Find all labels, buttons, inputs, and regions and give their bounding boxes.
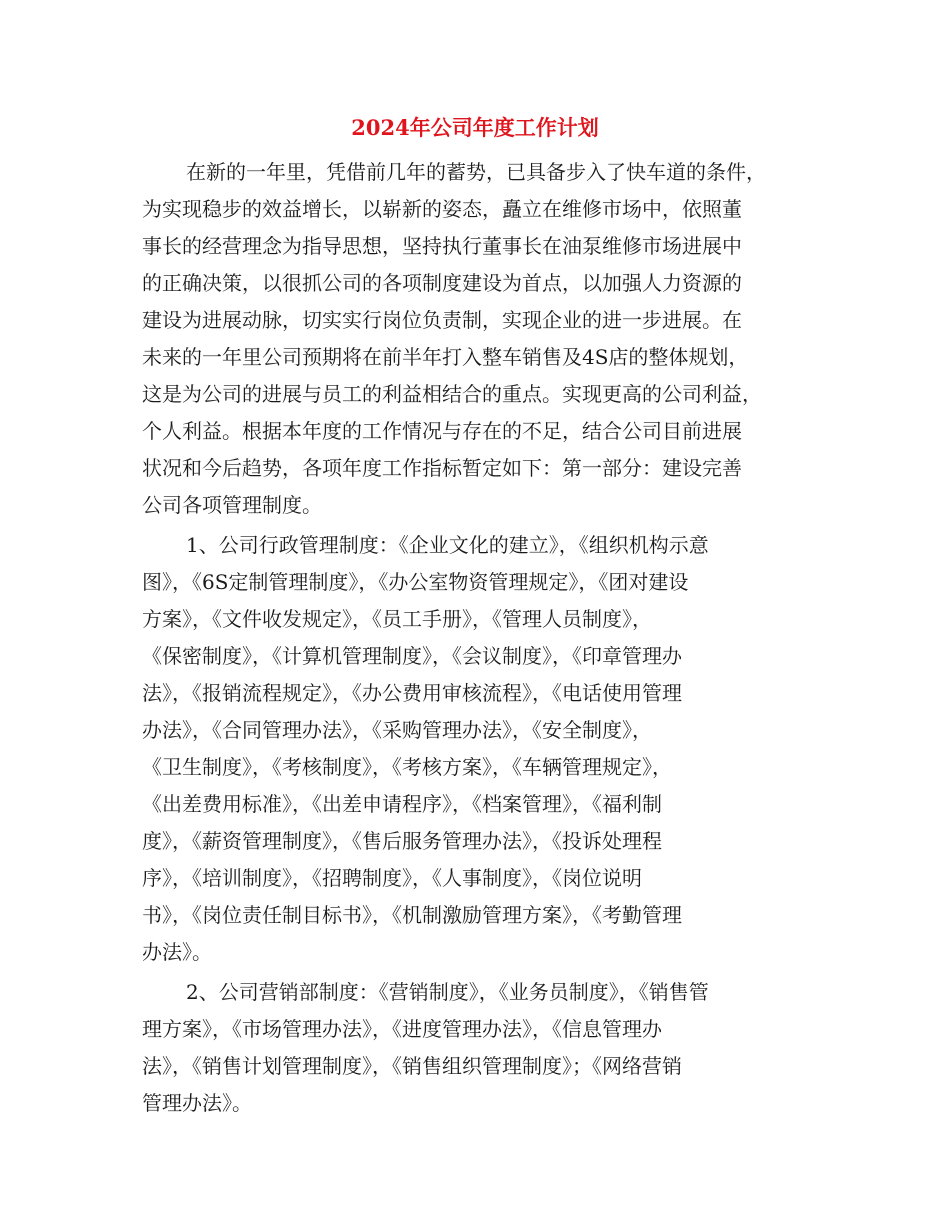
text-line: 序》，《培训制度》，《招聘制度》，《人事制度》，《岗位说明	[142, 866, 642, 890]
text-line: 理方案》，《市场管理办法》，《进度管理办法》，《信息管理办	[142, 1017, 662, 1041]
text-line: 管理办法》。	[142, 1091, 252, 1115]
text-line: 法》，《销售计划管理制度》，《销售组织管理制度》；《网络营销	[142, 1054, 682, 1078]
text-line: 书》，《岗位责任制目标书》，《机制激励管理方案》，《考勤管理	[142, 903, 682, 927]
document-title: 2024年公司年度工作计划	[351, 115, 599, 140]
text-line: 《保密制度》，《计算机管理制度》，《会议制度》，《印章管理办	[142, 644, 682, 668]
text-line: 个人利益。根据本年度的工作情况与存在的不足，结合公司目前进展	[142, 419, 742, 443]
text-line: 公司各项管理制度。	[142, 493, 322, 517]
text-line: 未来的一年里公司预期将在前半年打入整车销售及4S店的整体规划，	[142, 345, 749, 369]
text-line: 办法》，《合同管理办法》，《采购管理办法》，《安全制度》，	[142, 718, 652, 742]
text-line: 《卫生制度》，《考核制度》，《考核方案》，《车辆管理规定》，	[142, 755, 672, 779]
text-line: 度》，《薪资管理制度》，《售后服务管理办法》，《投诉处理程	[142, 829, 662, 853]
text-line: 法》，《报销流程规定》，《办公费用审核流程》，《电话使用管理	[142, 681, 682, 705]
text-line: 事长的经营理念为指导思想，坚持执行董事长在油泵维修市场进展中	[142, 234, 742, 258]
text-line: 方案》，《文件收发规定》，《员工手册》，《管理人员制度》，	[142, 607, 652, 631]
text-line: 办法》。	[142, 940, 212, 964]
text-line: 《出差费用标准》，《出差申请程序》，《档案管理》，《福利制	[142, 792, 662, 816]
text-line: 建设为进展动脉，切实实行岗位负责制，实现企业的进一步进展。在	[142, 308, 742, 332]
text-line: 2、公司营销部制度：《营销制度》，《业务员制度》，《销售管	[186, 980, 709, 1004]
text-line: 为实现稳步的效益增长，以崭新的姿态，矗立在维修市场中，依照董	[142, 197, 742, 221]
text-line: 在新的一年里，凭借前几年的蓄势，已具备步入了快车道的条件，	[186, 160, 766, 184]
text-line: 1、公司行政管理制度：《企业文化的建立》，《组织机构示意	[186, 533, 709, 557]
text-line: 状况和今后趋势，各项年度工作指标暂定如下：第一部分：建设完善	[142, 456, 742, 480]
text-line: 这是为公司的进展与员工的利益相结合的重点。实现更高的公司利益，	[142, 382, 762, 406]
text-line: 的正确决策，以很抓公司的各项制度建设为首点，以加强人力资源的	[142, 271, 742, 295]
text-line: 图》，《6S定制管理制度》，《办公室物资管理规定》，《团对建设	[142, 570, 689, 594]
